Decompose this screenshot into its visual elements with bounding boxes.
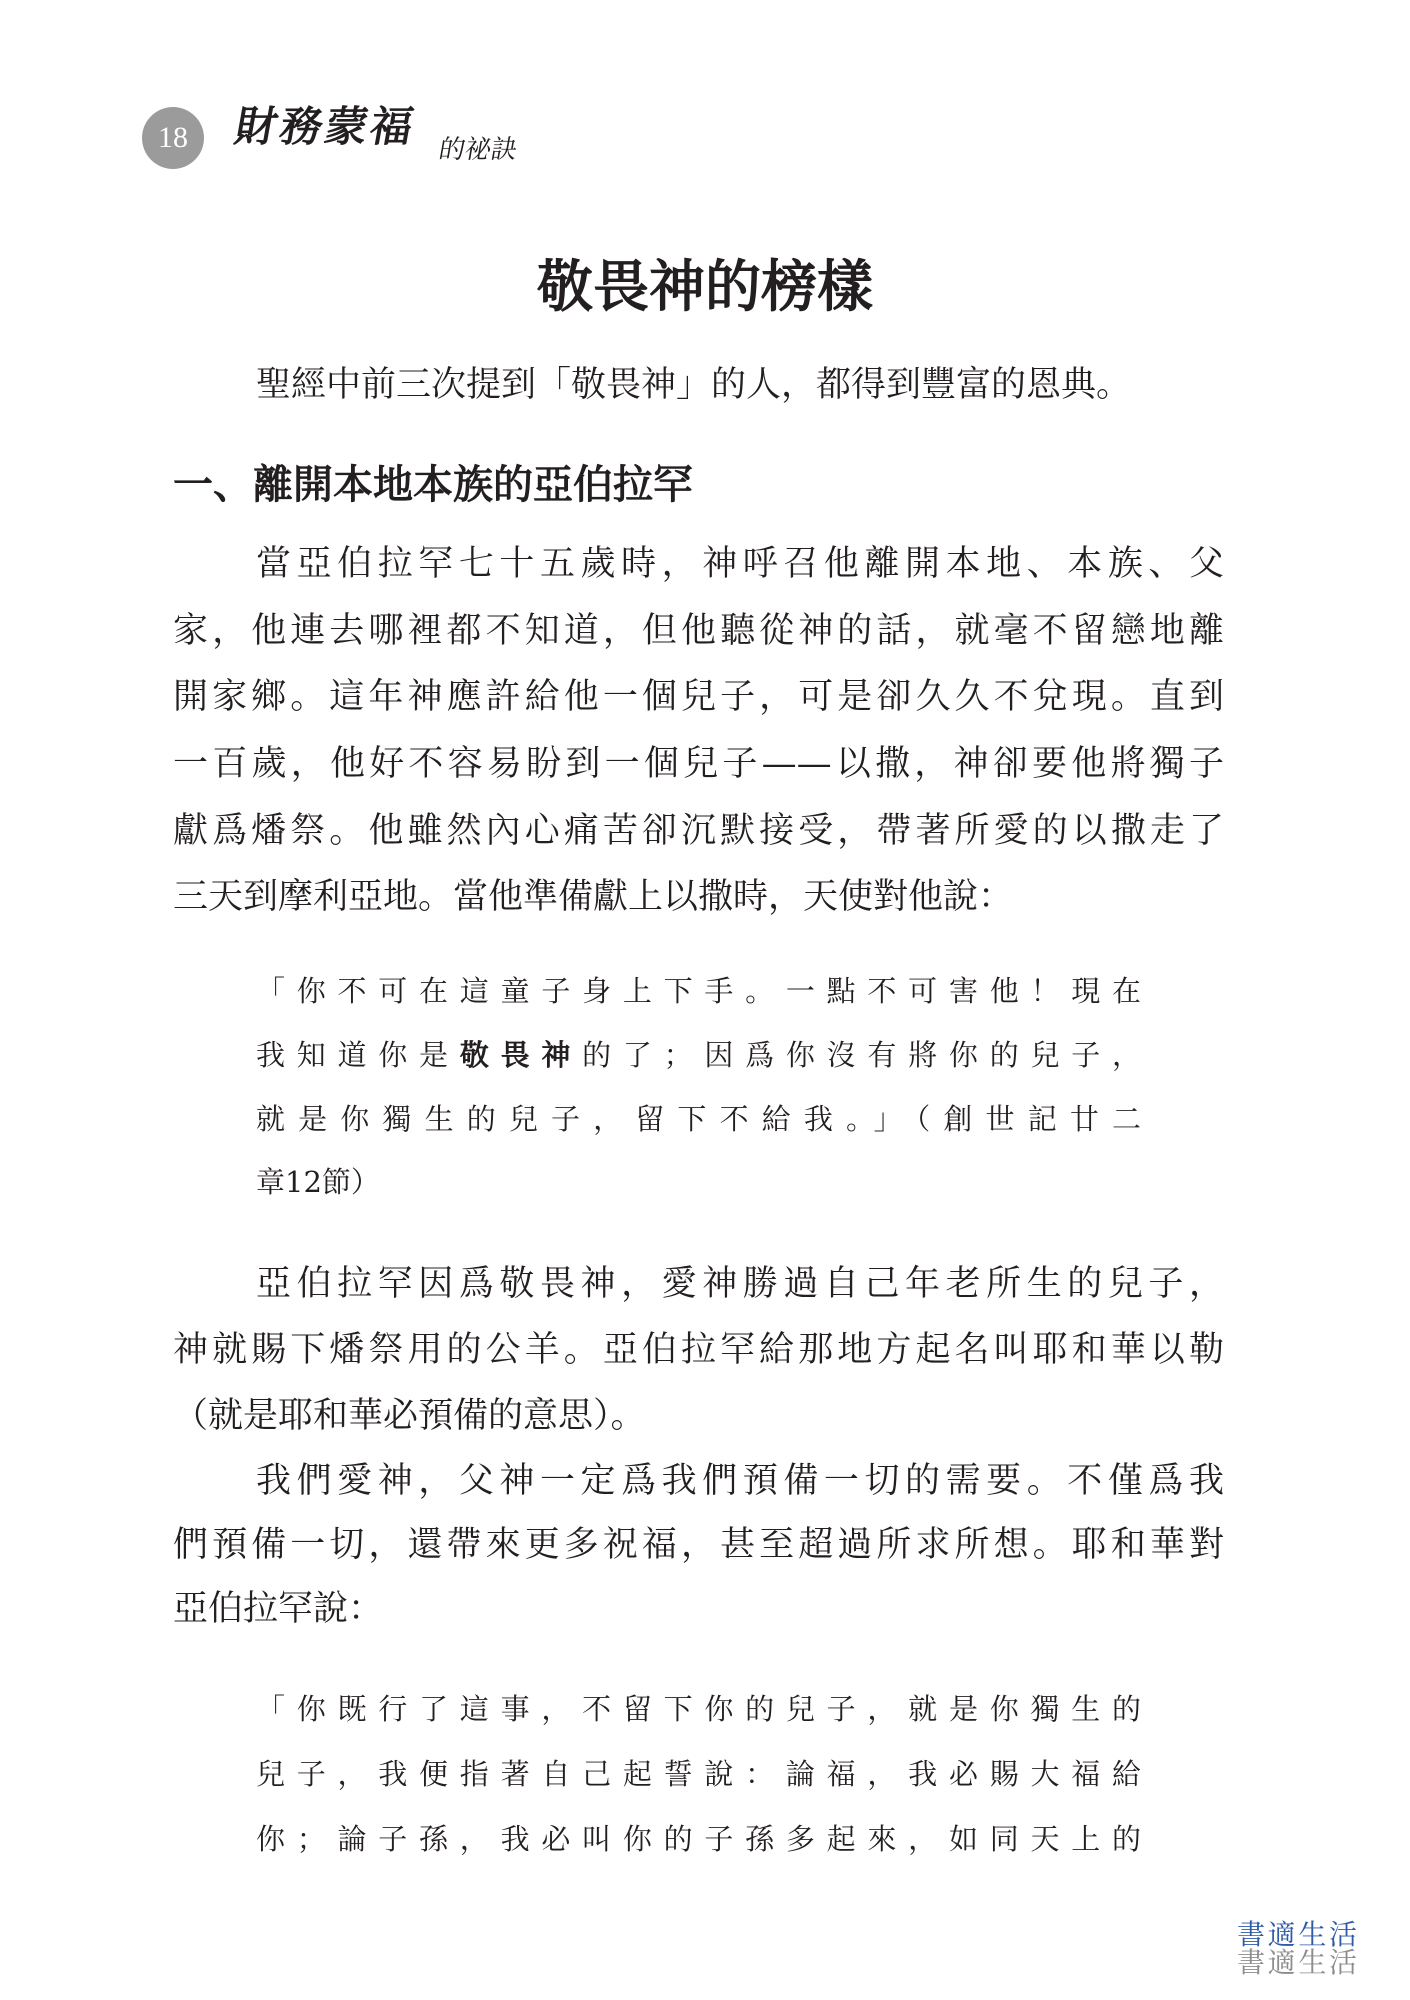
quote-emphasis: 敬畏神 (459, 1038, 583, 1072)
body-line: 三天到摩利亞地。當他準備獻上以撒時，天使對他說： (173, 877, 1014, 917)
body-line: 開家鄉。這年神應許給他一個兒子，可是卻久久不兌現。直到 (173, 677, 1224, 717)
page-number: 18 (158, 121, 188, 154)
watermark-text: 書適生活 (1237, 1920, 1357, 1950)
body-line: 獻爲燔祭。他雖然內心痛苦卻沉默接受，帶著所愛的以撒走了 (173, 811, 1224, 851)
body-line: 們預備一切，還帶來更多祝福，甚至超過所求所想。耶和華對 (173, 1525, 1224, 1565)
scripture-quote-line: 「你既行了這事，不留下你的兒子，就是你獨生的 (256, 1692, 1141, 1726)
body-line: 當亞伯拉罕七十五歲時，神呼召他離開本地、本族、父 (256, 544, 1224, 584)
scripture-quote-line: 兒子，我便指著自己起誓說：論福，我必賜大福給 (256, 1757, 1141, 1791)
running-head-title: 財務蒙福 (231, 102, 420, 151)
body-line: 家，他連去哪裡都不知道，但他聽從神的話，就毫不留戀地離 (173, 611, 1224, 651)
scripture-quote-line (256, 1035, 1141, 1075)
body-line: （就是耶和華必預備的意思）。 (173, 1396, 646, 1436)
body-line: 亞伯拉罕說： (173, 1589, 384, 1629)
running-head-subtitle: 的祕訣 (436, 135, 520, 165)
section-heading: 一、離開本地本族的亞伯拉罕 (173, 462, 693, 508)
body-line: 亞伯拉罕因爲敬畏神，愛神勝過自己年老所生的兒子， (256, 1264, 1224, 1304)
scripture-citation: 章12節） (256, 1165, 380, 1199)
body-line: 我們愛神，父神一定爲我們預備一切的需要。不僅爲我 (256, 1461, 1224, 1501)
scripture-quote-line: 「你不可在這童子身上下手。一點不可害他！現在 (256, 974, 1141, 1008)
scripture-quote-line: 就是你獨生的兒子，留下不給我。」（創世記廿二 (256, 1102, 1141, 1136)
intro-paragraph: 聖經中前三次提到「敬畏神」的人，都得到豐富的恩典。 (256, 365, 1132, 405)
scripture-quote-line: 你；論子孫，我必叫你的子孫多起來，如同天上的 (256, 1822, 1141, 1856)
watermark-text: 書適生活 (1237, 1948, 1357, 1978)
body-line: 一百歲，他好不容易盼到一個兒子——以撒，神卻要他將獨子 (173, 744, 1224, 784)
quote-text: 的了；因爲你沒有將你的兒子， (582, 1038, 1141, 1072)
quote-text: 我知道你是 (256, 1038, 460, 1072)
body-line: 神就賜下燔祭用的公羊。亞伯拉罕給那地方起名叫耶和華以勒 (173, 1330, 1224, 1370)
page-number-badge (142, 107, 204, 169)
chapter-title: 敬畏神的榜樣 (537, 255, 873, 320)
